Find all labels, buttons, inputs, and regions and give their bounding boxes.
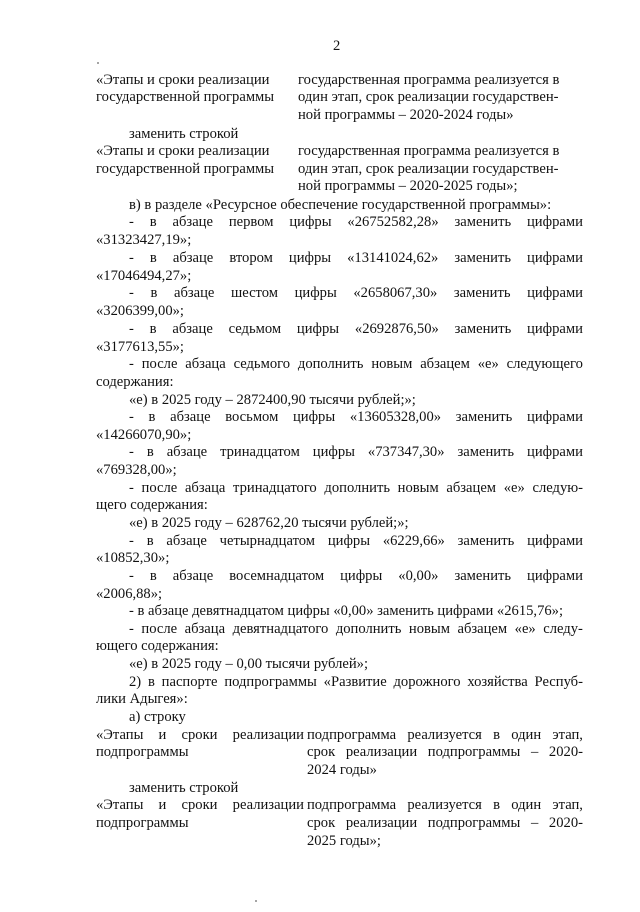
word: абзацем <box>420 356 470 372</box>
word: восьмом <box>225 409 279 425</box>
word: - <box>129 356 134 372</box>
word: новым <box>371 356 413 372</box>
paragraph-line <box>129 568 583 585</box>
word: четырнадцатом <box>219 533 316 549</box>
word: «737347,30» <box>367 444 445 460</box>
word: цифры <box>294 285 337 301</box>
cell-line: государственная программа реализуется в <box>298 72 560 88</box>
word: сроки <box>181 727 218 743</box>
table-cell-right <box>307 797 583 814</box>
word: срок <box>307 815 336 831</box>
word: - <box>129 321 134 337</box>
word: - <box>129 568 134 584</box>
word: «Развитие <box>323 674 387 690</box>
word: дополнить <box>324 480 390 496</box>
paragraph-line: щего содержания: <box>96 497 208 513</box>
word: этап, <box>552 727 583 743</box>
word: «0,00» <box>398 568 439 584</box>
word: цифрами <box>527 285 583 301</box>
word: в <box>493 797 500 813</box>
paragraph-line <box>129 409 583 426</box>
word: – <box>530 744 539 760</box>
word: цифрами <box>527 409 583 425</box>
paragraph-line: «е) в 2025 году – 0,00 тысячи рублей»; <box>129 656 369 672</box>
table-cell-right: один этап, срок реализации государствен- <box>298 161 559 177</box>
word: - <box>129 533 134 549</box>
word: - <box>129 409 134 425</box>
table-cell-right: ной программы – 2020-2024 годы» <box>298 107 514 123</box>
table-cell-left: государственной программы <box>96 89 275 105</box>
word: паспорте <box>161 674 218 690</box>
paragraph-line: ющего содержания: <box>96 638 219 654</box>
word: цифрами <box>527 250 583 266</box>
word: после <box>141 356 178 372</box>
paragraph-line <box>129 321 583 338</box>
word: подпрограммы <box>427 744 521 760</box>
table-cell-left: государственной программы <box>96 161 275 177</box>
word: дополнить <box>297 356 364 372</box>
word: реализации <box>232 727 304 743</box>
paragraph-line <box>129 533 583 550</box>
word: «2692876,50» <box>354 321 439 337</box>
word: заменить <box>454 568 512 584</box>
paragraph-line <box>129 356 583 373</box>
word: цифры <box>288 250 332 266</box>
word: - <box>129 621 134 637</box>
word: 2020- <box>548 815 583 831</box>
word: реализации <box>345 815 418 831</box>
word: и <box>158 727 167 743</box>
table-cell-right: один этап, срок реализации государствен- <box>298 89 559 105</box>
page-number: 2 <box>333 38 341 54</box>
word: в <box>493 727 500 743</box>
word: «13141024,62» <box>347 250 439 266</box>
table-cell-left: подпрограммы <box>96 815 189 831</box>
word: подпрограммы <box>427 815 521 831</box>
word: - <box>129 444 134 460</box>
word: тринадцатом <box>220 444 300 460</box>
word: абзаце <box>172 214 213 230</box>
paragraph-line: «769328,00»; <box>96 462 177 478</box>
word: абзаце <box>172 321 213 337</box>
word: - <box>129 214 134 230</box>
word: следу- <box>543 621 583 637</box>
word: цифры <box>340 568 383 584</box>
word: абзаце <box>166 444 208 460</box>
word: заменить <box>454 214 512 230</box>
word: 2) <box>129 674 142 690</box>
table-cell-left <box>96 797 304 814</box>
word: седьмом <box>228 321 282 337</box>
word: седьмого <box>233 356 291 372</box>
replace-label: заменить строкой <box>129 126 239 142</box>
word: в <box>146 533 154 549</box>
word: заменить <box>454 250 511 266</box>
word: абзаца <box>184 480 226 496</box>
word: – <box>530 815 539 831</box>
paragraph-line <box>129 480 583 497</box>
word: - <box>129 480 134 496</box>
word: срок <box>307 744 336 760</box>
word: в <box>148 409 156 425</box>
word: шестом <box>231 285 278 301</box>
word: новым <box>408 621 450 637</box>
paragraph-line: «2006,88»; <box>96 586 163 602</box>
paragraph-line: а) строку <box>129 709 186 725</box>
word: реализуется <box>407 727 482 743</box>
word: цифрами <box>527 533 583 549</box>
paragraph-line: - в абзаце девятнадцатом цифры «0,00» заменить цифрами «2615,76»; <box>129 603 564 619</box>
word: «Этапы <box>96 727 144 743</box>
table-cell-right <box>298 72 583 89</box>
word: абзаце <box>166 533 207 549</box>
scan-speck <box>255 900 257 902</box>
word: после <box>141 621 178 637</box>
word: восемнадцатом <box>229 568 325 584</box>
word: абзаца <box>184 621 226 637</box>
paragraph-line: «31323427,19»; <box>96 232 192 248</box>
word: абзацем <box>457 621 508 637</box>
word: «2658067,30» <box>353 285 438 301</box>
word: «е» <box>514 621 536 637</box>
word: в <box>146 444 154 460</box>
word: - <box>129 285 134 301</box>
word: дорожного <box>393 674 461 690</box>
word: цифры <box>312 444 355 460</box>
word: и <box>158 797 167 813</box>
word: дополнить <box>335 621 402 637</box>
word: «Этапы <box>96 797 144 813</box>
word: цифрами <box>527 321 583 337</box>
word: «26752582,28» <box>347 214 439 230</box>
word: реализуется <box>407 797 482 813</box>
word: абзаца <box>185 356 226 372</box>
word: заменить <box>455 409 513 425</box>
replace-label: заменить строкой <box>129 780 239 796</box>
word: заменить <box>457 444 515 460</box>
word: «е» <box>477 356 499 372</box>
table-cell-left: подпрограммы <box>96 744 189 760</box>
word: «13605328,00» <box>349 409 442 425</box>
word: этап, <box>552 797 583 813</box>
paragraph-line: «е) в 2025 году – 2872400,90 тысячи рублей;»; <box>129 392 416 408</box>
word: заменить <box>454 321 512 337</box>
table-cell-right: ной программы – 2020-2025 годы»; <box>298 178 518 194</box>
word: абзаце <box>173 285 215 301</box>
table-cell-right: государственная программа реализуется в <box>298 143 560 159</box>
word: цифрами <box>527 444 583 460</box>
paragraph-line: лики Адыгея»: <box>96 691 188 707</box>
word: реализации <box>345 744 418 760</box>
word: абзаце <box>172 568 214 584</box>
paragraph-line: «3177613,55»; <box>96 339 184 355</box>
table-cell-right <box>307 815 583 832</box>
word: цифрами <box>527 568 583 584</box>
word: подпрограммы <box>224 674 317 690</box>
word: абзаце <box>170 409 211 425</box>
word: тринадцатого <box>233 480 317 496</box>
word: абзацем <box>446 480 497 496</box>
paragraph-line: «10852,30»; <box>96 550 170 566</box>
word: следую- <box>532 480 583 496</box>
word: следующего <box>506 356 583 372</box>
word: хозяйства <box>467 674 528 690</box>
paragraph-line <box>129 285 583 302</box>
word: один <box>511 727 542 743</box>
word: цифрами <box>527 214 583 230</box>
word: цифры <box>289 214 332 230</box>
word: новым <box>397 480 439 496</box>
word: заменить <box>453 285 511 301</box>
paragraph: в) в разделе «Ресурсное обеспечение государственной программы»: <box>129 197 552 213</box>
table-cell-right: 2024 годы» <box>307 762 377 778</box>
table-cell-right: 2025 годы»; <box>307 833 381 849</box>
word: после <box>141 480 178 496</box>
word: подпрограмма <box>307 727 397 743</box>
word: реализации <box>232 797 304 813</box>
word: девятнадцатого <box>232 621 329 637</box>
paragraph-line: «е) в 2025 году – 628762,20 тысячи рублей;»; <box>129 515 409 531</box>
word: цифры <box>327 533 371 549</box>
word: в <box>150 285 158 301</box>
paragraph-line <box>129 674 583 691</box>
word: в <box>149 250 157 266</box>
word: абзаце <box>172 250 214 266</box>
table-cell-left: «Этапы и сроки реализации <box>96 143 270 159</box>
paragraph-line: «14266070,90»; <box>96 427 192 443</box>
word: в <box>149 321 157 337</box>
paragraph-line: «17046494,27»; <box>96 268 192 284</box>
table-cell-left <box>96 727 304 744</box>
paragraph-line <box>129 444 583 461</box>
word: Респуб- <box>534 674 583 690</box>
paragraph-line <box>129 250 583 267</box>
table-cell-right <box>307 727 583 744</box>
word: - <box>129 250 134 266</box>
word: цифры <box>292 409 336 425</box>
word: цифры <box>296 321 340 337</box>
word: втором <box>229 250 273 266</box>
word: «6229,66» <box>382 533 445 549</box>
word: первом <box>228 214 274 230</box>
word: заменить <box>457 533 515 549</box>
word: 2020- <box>548 744 583 760</box>
word: в <box>149 568 157 584</box>
word: подпрограмма <box>307 797 397 813</box>
word: один <box>511 797 542 813</box>
paragraph-line: содержания: <box>96 374 174 390</box>
paragraph-line <box>129 214 583 231</box>
scan-speck <box>97 62 99 64</box>
table-cell-left: «Этапы и сроки реализации <box>96 72 270 88</box>
word: «е» <box>503 480 525 496</box>
word: в <box>147 674 155 690</box>
word: в <box>149 214 157 230</box>
table-cell-right <box>307 744 583 761</box>
word: сроки <box>181 797 218 813</box>
paragraph-line <box>129 621 583 638</box>
paragraph-line: «3206399,00»; <box>96 303 184 319</box>
